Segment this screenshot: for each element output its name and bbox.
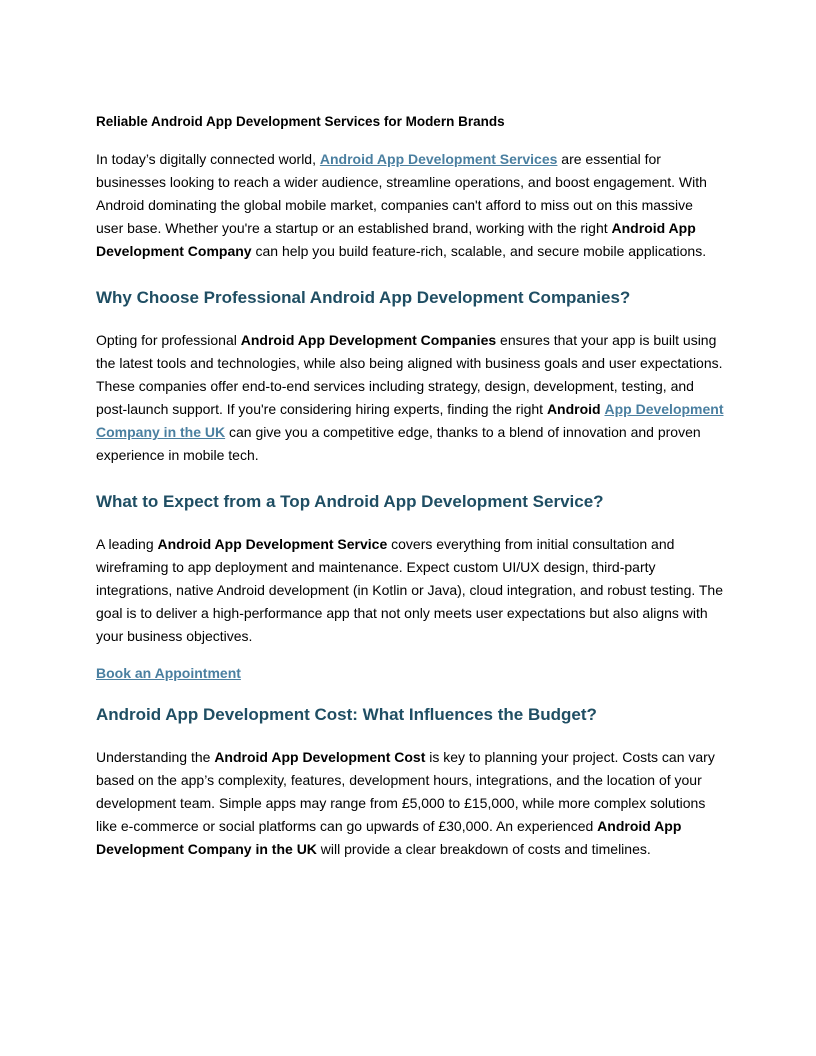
section2-text-2: covers everything from initial consultation and wireframing to app deployment and maintenance. Expect custom UI/UX design, third-party integrations, native Android development (in Kotlin or Java), cloud integration, and robust testing. The goal is to deliver a high-performance app that not only meets user expectations but also aligns with your business objectives. [96, 536, 724, 644]
section3-bold-company-uk: Android App Development Company in the UK [96, 818, 682, 857]
section3-bold-cost: Android App Development Cost [214, 749, 426, 765]
cta-paragraph [96, 662, 724, 685]
intro-text-1: In today’s digitally connected world, [96, 151, 320, 167]
section1-paragraph [96, 329, 724, 467]
intro-text-2: are essential for businesses looking to reach a wider audience, streamline operations, and boost engagement. With Android dominating the global mobile market, companies can't afford to miss out on this massive user base. Whether you're a startup or an established brand, working with the right [96, 151, 707, 236]
section3-text-1: Understanding the [96, 749, 215, 765]
intro-text-3: can help you build feature-rich, scalable, and secure mobile applications. [251, 243, 707, 259]
intro-bold-company: Android App Development Company [96, 220, 696, 259]
section3-paragraph [96, 746, 724, 861]
section1-text-3: can give you a competitive edge, thanks to a blend of innovation and proven experience in mobile tech. [96, 424, 701, 463]
app-development-company-uk-link[interactable]: App Development Company in the UK [96, 401, 724, 440]
section1-bold-android: Android [546, 401, 601, 417]
book-appointment-link[interactable]: Book an Appointment [96, 665, 241, 681]
section1-text-2: ensures that your app is built using the latest tools and technologies, while also being aligned with business goals and user expectations. These companies offer end-to-end services including strategy, design, development, testing, and post-launch support. If you're considering hiring experts, finding the right [96, 332, 723, 417]
section1-text-1: Opting for professional [96, 332, 241, 348]
section2-heading: What to Expect from a Top Android App Development Service? [96, 492, 604, 511]
document-title: Reliable Android App Development Services for Modern Brands [96, 114, 505, 129]
document-page [96, 112, 724, 861]
android-app-development-services-link[interactable]: Android App Development Services [319, 151, 558, 167]
section3-text-2: is key to planning your project. Costs can vary based on the app’s complexity, features, development hours, integrations, and the location of your development team. Simple apps may range from £5,000 to £15,000, while more complex solutions like e-commerce or social platforms can go upwards of £30,000. An experienced [96, 749, 715, 834]
section2-bold-service: Android App Development Service [157, 536, 388, 552]
section2-text-1: A leading [96, 536, 158, 552]
section2-paragraph [96, 533, 724, 648]
section1-bold-companies: Android App Development Companies [240, 332, 497, 348]
section3-heading: Android App Development Cost: What Influences the Budget? [96, 705, 597, 724]
section3-text-3: will provide a clear breakdown of costs and timelines. [316, 841, 651, 857]
intro-paragraph [96, 148, 724, 263]
section1-heading: Why Choose Professional Android App Development Companies? [96, 288, 631, 307]
